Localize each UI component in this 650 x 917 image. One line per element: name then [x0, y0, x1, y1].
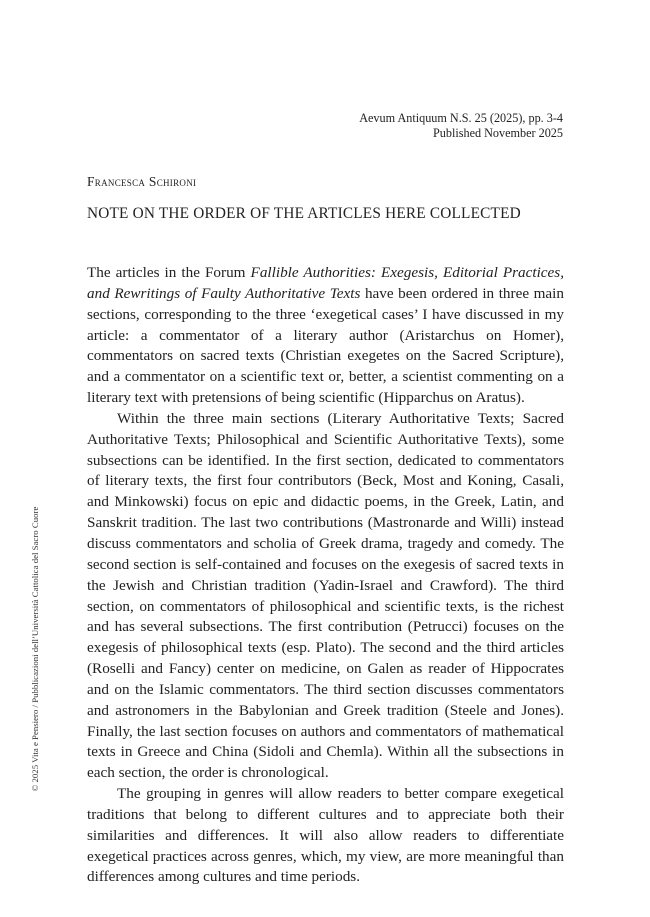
- paragraph-1-text-a: The articles in the Forum: [87, 264, 251, 281]
- author-name: Francesca Schironi: [87, 174, 197, 189]
- journal-citation: Aevum Antiquum N.S. 25 (2025), pp. 3-4: [359, 111, 563, 125]
- article-title: NOTE ON THE ORDER OF THE ARTICLES HERE COLLECTED: [87, 205, 521, 222]
- copyright-notice: © 2025 Vita e Pensiero / Pubblicazioni dell’Università Cattolica del Sacro Cuore: [30, 506, 40, 792]
- journal-header: [359, 111, 563, 141]
- paragraph-1-text-b: have been ordered in three main sections, corresponding to the three ‘exegetical cases’ I have discussed in my article: a commentator of a literary author (Aristarchus on Homer), commentators on sacred texts (Christian exegetes on the Sacred Scripture), and a commentator on a scientific text or, better, a scientist commenting on a literary text with pretensions of being scientific (Hipparchus on Aratus).: [87, 284, 564, 407]
- paragraph-1: [87, 263, 564, 409]
- paragraph-2: Within the three main sections (Literary Authoritative Texts; Sacred Authoritative Texts; Philosophical and Scientific Authoritative Texts), some subsections can be identified. In the first section, dedicated to commentators of literary texts, the first four contributors (Beck, Most and Koning, Casali, and Minkowski) focus on epic and didactic poems, in the Greek, Latin, and Sanskrit tradition. The last two contributions (Mastronarde and Willi) instead discuss commentators and scholia of Greek drama, tragedy and comedy. The second section is self-contained and focuses on the exegesis of sacred texts in the Jewish and Christian tradition (Yadin-Israel and Crawford). The third section, on commentators of philosophical and scientific texts, is the richest and has several subsections. The first contribution (Petrucci) focuses on the exegesis of philosophical texts (esp. Plato). The second and the third articles (Roselli and Fancy) center on medicine, on Galen as reader of Hippocrates and on the Islamic commentators. The third section discusses commentators and astronomers in the Babylonian and Greek tradition (Steele and Jones). Finally, the last section focuses on authors and commentators of mathematical texts in Greece and China (Sidoli and Chemla). Within all the subsections in each section, the order is chronological.: [87, 409, 564, 782]
- publication-date: Published November 2025: [433, 126, 563, 140]
- article-body: [87, 263, 564, 888]
- copyright-sidebar: [26, 504, 44, 794]
- forum-title: Fallible Authorities: Exegesis, Editorial Practices, and Rewritings of Faulty Authoritative Texts: [87, 264, 565, 302]
- paragraph-3: The grouping in genres will allow readers to better compare exegetical traditions that belong to different cultures and to appreciate both their similarities and differences. It will also allow readers to differentiate exegetical practices across genres, which, my view, are more meaningful than differences among cultures and time periods.: [87, 785, 564, 886]
